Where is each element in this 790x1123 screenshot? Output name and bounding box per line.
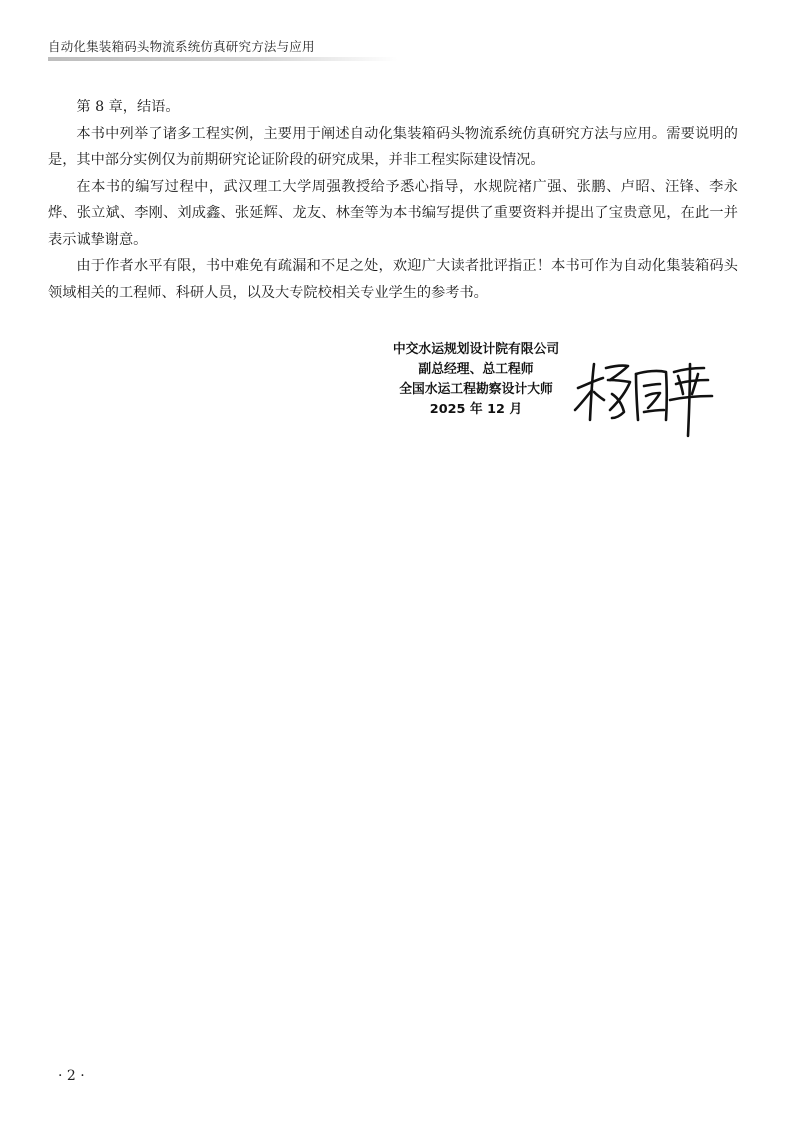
author-position: 副总经理、总工程师 xyxy=(418,362,534,377)
running-header: 自动化集装箱码头物流系统仿真研究方法与应用 xyxy=(48,39,315,54)
body-text xyxy=(48,94,738,306)
signature-block xyxy=(370,340,582,420)
author-organization: 中交水运规划设计院有限公司 xyxy=(392,342,560,357)
handwritten-signature xyxy=(570,350,715,440)
author-honor: 全国水运工程勘察设计大师 xyxy=(399,382,553,397)
paragraph: 在本书的编写过程中，武汉理工大学周强教授给予悉心指导，水规院褚广强、张鹏、卢昭、汪锋、李永烨、张立斌、李刚、刘成鑫、张延辉、龙友、林奎等为本书编写提供了重要资料并提出了宝贵意见，在此一并表示诚挚谢意。 xyxy=(48,178,738,248)
paragraph: 由于作者水平有限，书中难免有疏漏和不足之处，欢迎广大读者批评指正！本书可作为自动化集装箱码头领域相关的工程师、科研人员，以及大专院校相关专业学生的参考书。 xyxy=(48,258,738,301)
page-number: · 2 · xyxy=(58,1068,85,1084)
paragraph: 第 8 章，结语。 xyxy=(76,99,180,115)
author-date: 2025 年 12 月 xyxy=(429,402,523,417)
paragraph: 本书中列举了诸多工程实例，主要用于阐述自动化集装箱码头物流系统仿真研究方法与应用。需要说明的是，其中部分实例仅为前期研究论证阶段的研究成果，并非工程实际建设情况。 xyxy=(48,125,738,168)
header-rule xyxy=(48,57,398,61)
